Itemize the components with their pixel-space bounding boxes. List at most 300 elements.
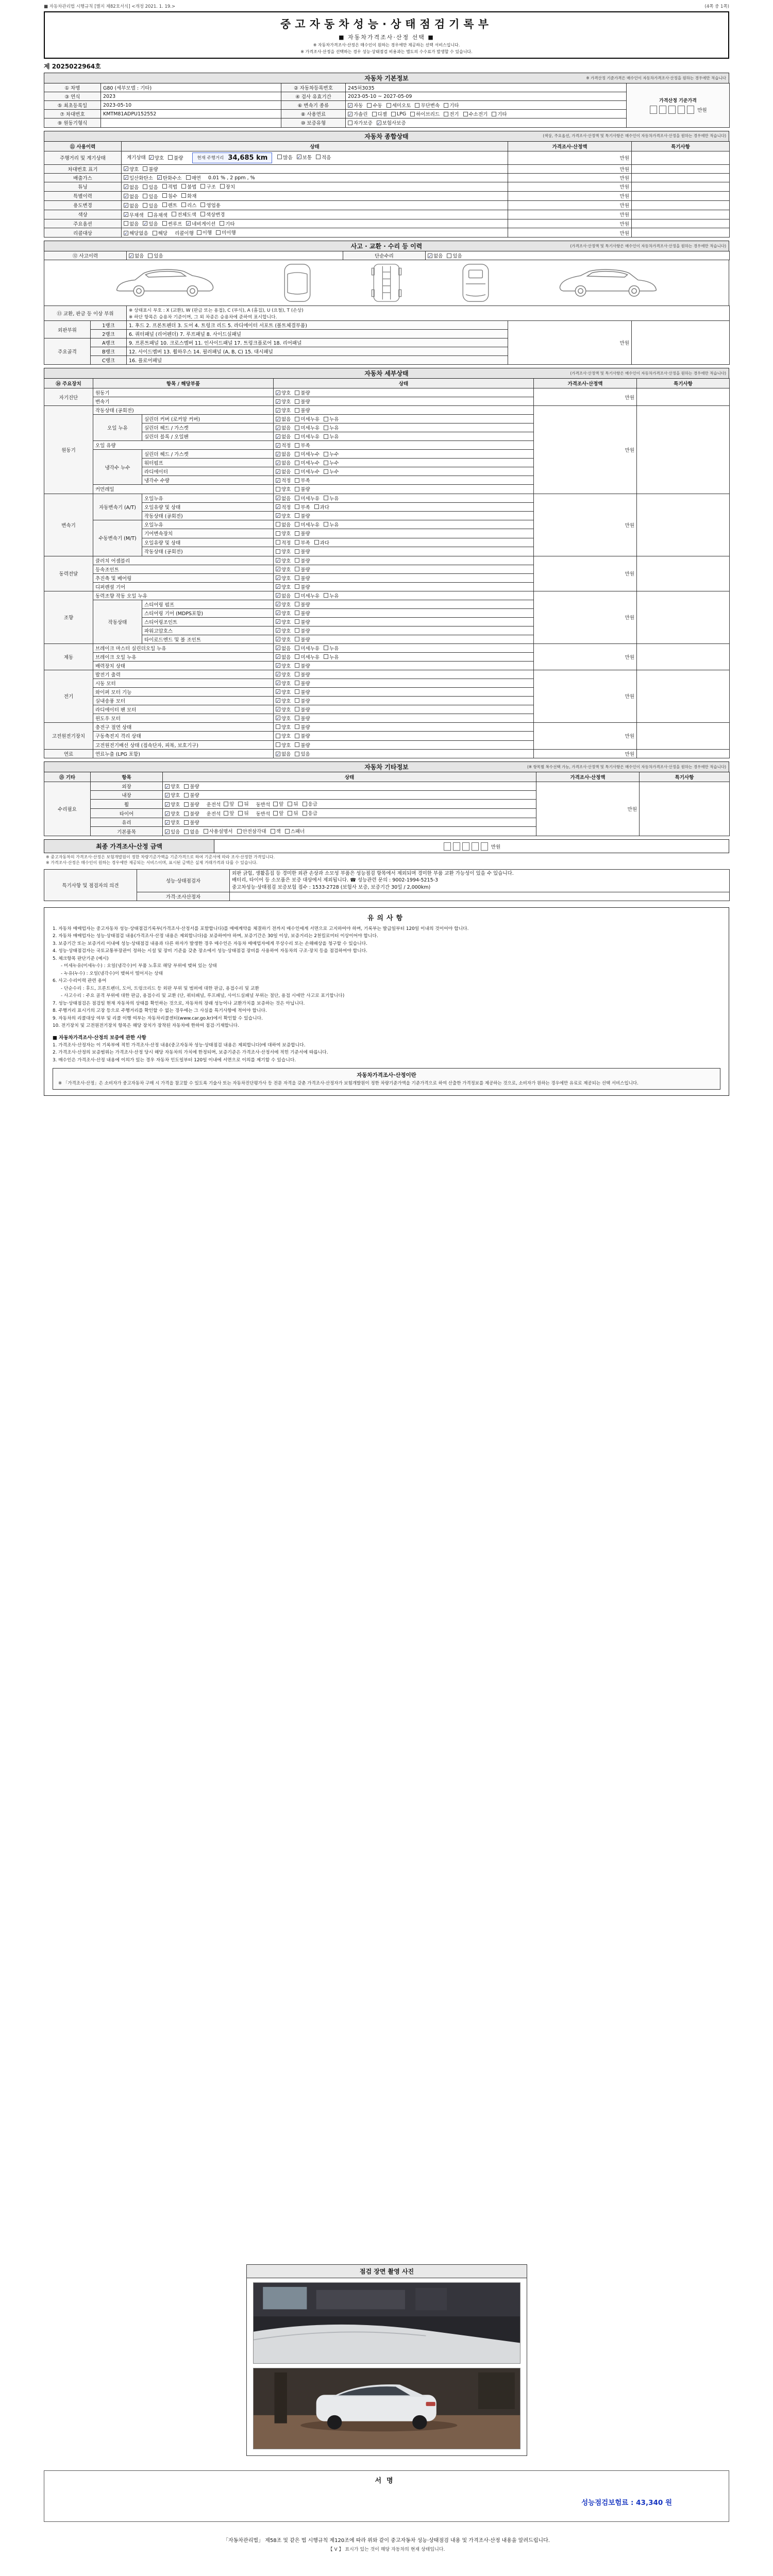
checkbox-option[interactable] [276, 741, 291, 749]
checkbox-icon[interactable] [184, 802, 189, 807]
checkbox-option[interactable] [276, 645, 291, 652]
checkbox-option[interactable] [224, 809, 234, 817]
checkbox-option[interactable] [295, 680, 310, 687]
checkbox-icon[interactable] [276, 487, 280, 492]
checkbox-option[interactable] [295, 662, 310, 669]
checkbox-icon[interactable]: ✓ [276, 752, 280, 757]
checkbox-option[interactable] [295, 415, 320, 422]
checkbox-option[interactable] [295, 592, 320, 599]
checkbox-option[interactable] [314, 503, 329, 511]
checkbox-icon[interactable]: ✓ [377, 121, 381, 126]
checkbox-option[interactable] [295, 671, 310, 678]
checkbox-icon[interactable] [184, 793, 189, 798]
checkbox-icon[interactable]: ✓ [276, 620, 280, 624]
checkbox-option[interactable] [276, 592, 291, 599]
checkbox-option[interactable] [162, 183, 177, 190]
checkbox-icon[interactable] [295, 504, 299, 509]
checkbox-option[interactable] [148, 211, 168, 218]
checkbox-icon[interactable] [295, 487, 299, 492]
checkbox-option[interactable] [295, 574, 310, 582]
checkbox-option[interactable] [124, 183, 139, 191]
checkbox-option[interactable] [181, 201, 196, 209]
checkbox-option[interactable] [276, 521, 291, 528]
checkbox-icon[interactable]: ✓ [276, 664, 280, 668]
checkbox-option[interactable] [295, 566, 310, 573]
checkbox-icon[interactable] [295, 540, 299, 545]
checkbox-option[interactable] [285, 827, 305, 835]
checkbox-option[interactable] [197, 229, 212, 236]
checkbox-icon[interactable] [184, 784, 189, 789]
checkbox-option[interactable] [295, 741, 310, 749]
checkbox-option[interactable] [372, 110, 387, 117]
checkbox-option[interactable] [295, 627, 310, 634]
checkbox-icon[interactable] [204, 829, 208, 834]
checkbox-icon[interactable]: ✓ [428, 253, 432, 259]
checkbox-icon[interactable] [220, 184, 225, 189]
checkbox-option[interactable] [324, 468, 339, 475]
checkbox-icon[interactable] [295, 689, 299, 694]
checkbox-icon[interactable] [324, 496, 328, 500]
checkbox-icon[interactable] [295, 417, 299, 421]
checkbox-icon[interactable] [324, 654, 328, 659]
checkbox-icon[interactable]: ✓ [348, 112, 352, 117]
checkbox-option[interactable] [348, 101, 363, 109]
checkbox-icon[interactable] [295, 443, 299, 448]
checkbox-option[interactable] [276, 680, 291, 687]
checkbox-icon[interactable] [367, 103, 372, 108]
checkbox-option[interactable] [295, 653, 320, 660]
checkbox-icon[interactable] [276, 734, 280, 738]
checkbox-option[interactable] [277, 154, 292, 161]
checkbox-icon[interactable] [324, 469, 328, 474]
checkbox-option[interactable] [295, 715, 310, 722]
checkbox-option[interactable] [276, 548, 291, 555]
checkbox-option[interactable] [143, 193, 158, 200]
checkbox-icon[interactable] [295, 426, 299, 430]
checkbox-option[interactable] [165, 810, 180, 817]
checkbox-icon[interactable]: ✓ [165, 811, 169, 817]
checkbox-option[interactable] [324, 459, 339, 466]
checkbox-option[interactable] [295, 459, 320, 466]
checkbox-icon[interactable] [447, 253, 451, 258]
checkbox-icon[interactable] [216, 230, 221, 235]
checkbox-icon[interactable]: ✓ [348, 103, 352, 108]
checkbox-option[interactable] [295, 583, 310, 590]
checkbox-option[interactable] [276, 671, 291, 678]
checkbox-option[interactable] [276, 618, 291, 625]
checkbox-icon[interactable] [172, 212, 176, 216]
checkbox-icon[interactable] [295, 408, 299, 413]
checkbox-option[interactable] [200, 211, 225, 218]
checkbox-icon[interactable] [200, 212, 205, 216]
checkbox-option[interactable] [200, 201, 221, 209]
checkbox-option[interactable] [124, 174, 153, 181]
checkbox-option[interactable] [276, 662, 291, 669]
checkbox-icon[interactable] [324, 593, 328, 598]
checkbox-icon[interactable] [295, 611, 299, 615]
checkbox-icon[interactable]: ✓ [276, 707, 280, 712]
checkbox-icon[interactable] [295, 567, 299, 571]
checkbox-icon[interactable] [492, 112, 496, 116]
checkbox-icon[interactable]: ✓ [276, 576, 280, 581]
checkbox-option[interactable] [184, 828, 199, 835]
checkbox-option[interactable] [295, 424, 320, 431]
checkbox-icon[interactable]: ✓ [149, 156, 153, 160]
checkbox-icon[interactable] [295, 496, 299, 500]
checkbox-icon[interactable] [277, 155, 282, 159]
checkbox-option[interactable] [316, 154, 331, 161]
checkbox-option[interactable] [153, 229, 167, 236]
checkbox-option[interactable] [276, 688, 291, 696]
checkbox-option[interactable] [204, 827, 233, 835]
checkbox-option[interactable] [391, 111, 406, 117]
checkbox-icon[interactable]: ✓ [124, 204, 128, 208]
checkbox-icon[interactable] [295, 391, 299, 395]
checkbox-option[interactable] [168, 154, 183, 161]
checkbox-option[interactable] [295, 495, 320, 502]
checkbox-option[interactable] [273, 809, 283, 817]
checkbox-option[interactable] [295, 636, 310, 643]
checkbox-icon[interactable]: ✓ [276, 602, 280, 607]
checkbox-option[interactable] [324, 521, 339, 528]
checkbox-option[interactable] [165, 828, 180, 835]
checkbox-option[interactable] [276, 574, 291, 582]
checkbox-option[interactable] [295, 406, 310, 414]
checkbox-icon[interactable] [295, 522, 299, 527]
checkbox-icon[interactable] [181, 184, 186, 189]
checkbox-icon[interactable]: ✓ [165, 784, 169, 789]
checkbox-icon[interactable] [162, 193, 167, 198]
checkbox-icon[interactable]: ✓ [124, 176, 128, 180]
checkbox-icon[interactable]: ✓ [129, 253, 133, 259]
checkbox-option[interactable] [410, 110, 440, 117]
checkbox-option[interactable] [186, 174, 201, 181]
checkbox-option[interactable] [162, 192, 177, 199]
checkbox-icon[interactable]: ✓ [165, 820, 169, 825]
checkbox-icon[interactable] [276, 742, 280, 747]
checkbox-icon[interactable]: ✓ [276, 629, 280, 633]
checkbox-icon[interactable]: ✓ [165, 829, 169, 835]
checkbox-option[interactable] [276, 723, 291, 731]
checkbox-option[interactable] [447, 252, 462, 259]
checkbox-option[interactable] [295, 389, 310, 396]
checkbox-option[interactable] [295, 557, 310, 564]
checkbox-option[interactable] [295, 442, 310, 449]
checkbox-icon[interactable] [273, 802, 278, 806]
checkbox-icon[interactable] [276, 522, 280, 527]
checkbox-icon[interactable] [295, 593, 299, 598]
checkbox-option[interactable] [276, 389, 291, 396]
checkbox-option[interactable] [165, 783, 180, 790]
checkbox-option[interactable] [224, 800, 234, 807]
checkbox-icon[interactable] [314, 540, 319, 545]
checkbox-icon[interactable] [372, 112, 377, 116]
checkbox-option[interactable] [129, 252, 144, 259]
checkbox-option[interactable] [162, 220, 182, 227]
checkbox-option[interactable] [295, 539, 310, 546]
checkbox-icon[interactable] [295, 531, 299, 536]
checkbox-icon[interactable] [410, 112, 415, 116]
checkbox-icon[interactable]: ✓ [276, 594, 280, 598]
checkbox-option[interactable] [165, 819, 180, 826]
checkbox-icon[interactable] [303, 802, 307, 806]
checkbox-option[interactable] [276, 539, 291, 546]
checkbox-option[interactable] [276, 477, 291, 484]
checkbox-icon[interactable]: ✓ [124, 185, 128, 190]
checkbox-option[interactable] [295, 530, 310, 537]
checkbox-icon[interactable]: ✓ [276, 567, 280, 572]
checkbox-icon[interactable] [295, 575, 299, 580]
checkbox-icon[interactable] [463, 112, 468, 116]
checkbox-icon[interactable] [124, 221, 128, 226]
checkbox-icon[interactable] [295, 558, 299, 563]
checkbox-option[interactable] [295, 618, 310, 625]
checkbox-icon[interactable]: ✓ [276, 672, 280, 677]
checkbox-option[interactable] [377, 119, 406, 126]
checkbox-option[interactable] [276, 697, 291, 704]
checkbox-option[interactable] [295, 688, 310, 696]
checkbox-option[interactable] [165, 791, 180, 799]
checkbox-icon[interactable] [181, 202, 186, 207]
checkbox-icon[interactable] [197, 230, 201, 235]
checkbox-icon[interactable] [295, 513, 299, 518]
checkbox-option[interactable] [124, 220, 139, 227]
checkbox-icon[interactable]: ✓ [276, 469, 280, 474]
checkbox-option[interactable] [276, 609, 291, 617]
checkbox-icon[interactable] [295, 549, 299, 554]
checkbox-icon[interactable] [200, 184, 205, 189]
checkbox-option[interactable] [216, 229, 236, 236]
checkbox-option[interactable] [295, 485, 310, 493]
checkbox-icon[interactable] [295, 742, 299, 747]
checkbox-icon[interactable] [200, 202, 205, 207]
checkbox-option[interactable] [428, 252, 443, 259]
checkbox-option[interactable] [324, 592, 339, 599]
checkbox-icon[interactable] [224, 802, 228, 806]
checkbox-option[interactable] [288, 809, 298, 817]
checkbox-icon[interactable] [324, 522, 328, 527]
checkbox-icon[interactable] [238, 802, 243, 806]
checkbox-option[interactable] [295, 433, 320, 440]
checkbox-icon[interactable]: ✓ [276, 514, 280, 518]
checkbox-icon[interactable] [288, 802, 292, 806]
checkbox-option[interactable] [162, 201, 177, 209]
checkbox-option[interactable] [276, 715, 291, 722]
checkbox-option[interactable] [295, 601, 310, 608]
checkbox-option[interactable] [273, 800, 283, 807]
checkbox-option[interactable] [288, 800, 298, 807]
checkbox-icon[interactable] [220, 221, 224, 226]
checkbox-icon[interactable] [295, 734, 299, 738]
checkbox-icon[interactable] [348, 121, 352, 125]
checkbox-icon[interactable] [162, 221, 167, 226]
checkbox-icon[interactable] [184, 820, 189, 825]
checkbox-option[interactable] [186, 220, 215, 227]
checkbox-icon[interactable] [295, 752, 299, 756]
checkbox-option[interactable] [184, 819, 199, 826]
checkbox-option[interactable] [348, 119, 373, 126]
checkbox-icon[interactable] [295, 724, 299, 729]
checkbox-option[interactable] [276, 583, 291, 590]
checkbox-option[interactable] [184, 783, 199, 790]
checkbox-option[interactable] [276, 459, 291, 466]
checkbox-icon[interactable] [162, 202, 167, 207]
checkbox-icon[interactable] [295, 584, 299, 589]
checkbox-icon[interactable]: ✓ [276, 417, 280, 422]
checkbox-option[interactable] [238, 800, 248, 807]
checkbox-option[interactable] [276, 485, 291, 493]
checkbox-icon[interactable] [324, 417, 328, 421]
checkbox-icon[interactable] [288, 811, 292, 816]
checkbox-option[interactable] [295, 468, 320, 475]
checkbox-option[interactable] [295, 477, 310, 484]
checkbox-icon[interactable]: ✓ [276, 681, 280, 686]
checkbox-icon[interactable]: ✓ [165, 802, 169, 807]
checkbox-icon[interactable] [143, 203, 147, 208]
checkbox-icon[interactable]: ✓ [276, 585, 280, 589]
checkbox-option[interactable] [184, 801, 199, 808]
checkbox-option[interactable] [415, 101, 440, 109]
checkbox-icon[interactable]: ✓ [124, 231, 128, 236]
checkbox-option[interactable] [348, 110, 368, 117]
checkbox-icon[interactable] [153, 231, 157, 235]
checkbox-option[interactable] [297, 154, 312, 161]
checkbox-icon[interactable]: ✓ [124, 194, 128, 199]
checkbox-icon[interactable]: ✓ [158, 176, 161, 180]
checkbox-icon[interactable]: ✓ [276, 452, 280, 457]
checkbox-icon[interactable]: ✓ [187, 222, 191, 226]
checkbox-option[interactable] [200, 183, 215, 190]
checkbox-option[interactable] [184, 810, 199, 817]
checkbox-icon[interactable] [224, 811, 228, 816]
checkbox-icon[interactable] [162, 184, 167, 189]
checkbox-option[interactable] [276, 468, 291, 475]
checkbox-icon[interactable] [295, 469, 299, 474]
checkbox-option[interactable] [276, 495, 291, 502]
checkbox-option[interactable] [367, 101, 382, 109]
checkbox-option[interactable] [143, 183, 158, 191]
checkbox-icon[interactable] [295, 478, 299, 483]
checkbox-option[interactable] [444, 101, 459, 109]
checkbox-icon[interactable] [295, 637, 299, 641]
checkbox-icon[interactable] [184, 829, 189, 834]
checkbox-icon[interactable]: ✓ [276, 496, 280, 501]
checkbox-option[interactable] [157, 174, 182, 181]
checkbox-option[interactable] [324, 495, 339, 502]
checkbox-icon[interactable] [295, 707, 299, 711]
checkbox-option[interactable] [295, 706, 310, 713]
checkbox-icon[interactable]: ✓ [276, 655, 280, 659]
checkbox-option[interactable] [295, 398, 310, 405]
checkbox-option[interactable] [295, 450, 320, 457]
checkbox-icon[interactable] [271, 829, 275, 834]
checkbox-option[interactable] [276, 503, 291, 511]
checkbox-option[interactable] [143, 165, 158, 173]
checkbox-option[interactable] [124, 193, 139, 200]
checkbox-option[interactable] [220, 220, 234, 227]
checkbox-option[interactable] [314, 539, 329, 546]
checkbox-option[interactable] [295, 645, 320, 652]
checkbox-option[interactable] [124, 229, 148, 236]
checkbox-icon[interactable] [237, 829, 242, 834]
checkbox-option[interactable] [276, 424, 291, 431]
checkbox-icon[interactable] [285, 829, 290, 834]
checkbox-icon[interactable] [295, 654, 299, 659]
checkbox-option[interactable] [124, 202, 139, 209]
checkbox-icon[interactable]: ✓ [276, 690, 280, 694]
checkbox-icon[interactable] [295, 619, 299, 624]
checkbox-option[interactable] [463, 110, 488, 117]
checkbox-icon[interactable]: ✓ [143, 222, 147, 226]
checkbox-option[interactable] [295, 723, 310, 731]
checkbox-option[interactable] [276, 601, 291, 608]
checkbox-icon[interactable]: ✓ [297, 155, 301, 160]
checkbox-icon[interactable]: ✓ [276, 426, 280, 431]
checkbox-icon[interactable] [186, 175, 191, 180]
checkbox-icon[interactable]: ✓ [276, 558, 280, 563]
checkbox-option[interactable] [143, 202, 158, 209]
checkbox-option[interactable] [324, 433, 339, 440]
checkbox-option[interactable] [324, 450, 339, 457]
checkbox-option[interactable] [124, 211, 144, 218]
checkbox-icon[interactable]: ✓ [276, 461, 280, 466]
checkbox-option[interactable] [303, 809, 317, 817]
checkbox-option[interactable] [143, 220, 158, 227]
checkbox-option[interactable] [295, 609, 310, 617]
checkbox-option[interactable] [276, 433, 291, 440]
checkbox-icon[interactable]: ✓ [124, 213, 128, 217]
checkbox-option[interactable] [295, 521, 320, 528]
checkbox-icon[interactable]: ✓ [276, 646, 280, 651]
checkbox-icon[interactable] [324, 461, 328, 465]
checkbox-option[interactable] [324, 653, 339, 660]
checkbox-option[interactable] [276, 750, 291, 757]
checkbox-icon[interactable]: ✓ [276, 434, 280, 439]
checkbox-option[interactable] [324, 424, 339, 431]
checkbox-icon[interactable] [295, 663, 299, 668]
checkbox-icon[interactable] [143, 184, 147, 189]
checkbox-icon[interactable] [295, 461, 299, 465]
checkbox-option[interactable] [184, 791, 199, 799]
checkbox-option[interactable] [237, 827, 266, 835]
checkbox-option[interactable] [276, 398, 291, 405]
checkbox-icon[interactable] [148, 212, 153, 217]
checkbox-icon[interactable] [143, 194, 147, 198]
checkbox-icon[interactable]: ✓ [276, 443, 280, 448]
checkbox-icon[interactable]: ✓ [124, 167, 128, 172]
checkbox-icon[interactable]: ✓ [276, 611, 280, 616]
checkbox-icon[interactable] [295, 399, 299, 404]
checkbox-icon[interactable] [238, 811, 243, 816]
checkbox-option[interactable] [276, 442, 291, 449]
checkbox-option[interactable] [295, 697, 310, 704]
checkbox-option[interactable] [124, 165, 139, 173]
checkbox-option[interactable] [276, 627, 291, 634]
checkbox-icon[interactable]: ✓ [276, 399, 280, 404]
checkbox-icon[interactable]: ✓ [276, 637, 280, 642]
checkbox-icon[interactable] [324, 434, 328, 439]
checkbox-option[interactable] [165, 801, 180, 808]
checkbox-option[interactable] [276, 512, 291, 519]
checkbox-option[interactable] [276, 557, 291, 564]
checkbox-icon[interactable] [295, 628, 299, 633]
checkbox-option[interactable] [276, 566, 291, 573]
checkbox-icon[interactable] [444, 103, 448, 108]
checkbox-icon[interactable]: ✓ [165, 793, 169, 798]
checkbox-option[interactable] [492, 110, 507, 117]
checkbox-icon[interactable]: ✓ [276, 505, 280, 510]
checkbox-icon[interactable] [276, 724, 280, 729]
